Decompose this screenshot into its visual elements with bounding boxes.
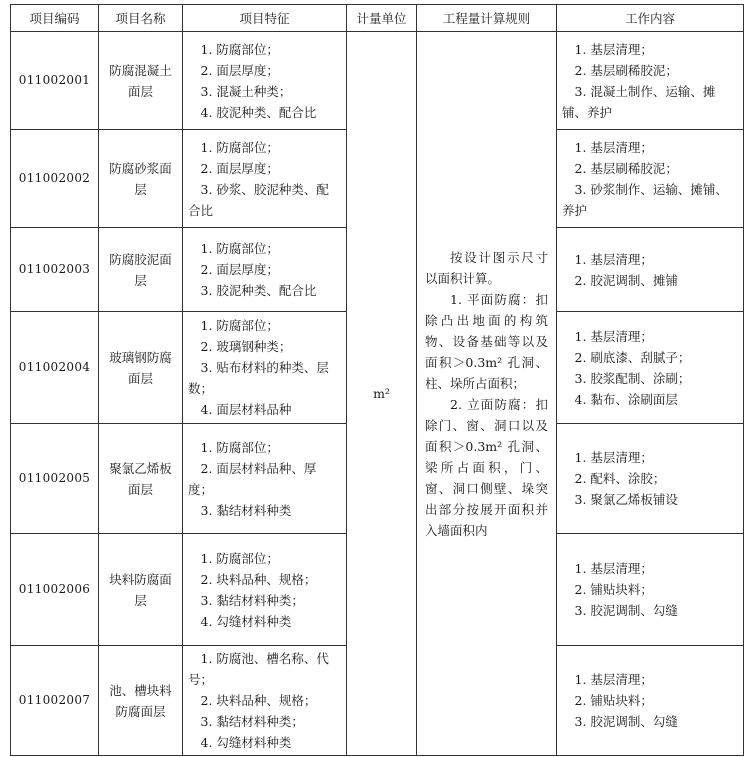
work-line: 2. 刷底漆、刮腻子； [574, 349, 691, 365]
work-line: 1. 基层清理； [574, 672, 653, 687]
feature-line: 2. 块料品种、规格； [200, 571, 317, 587]
feature-line: 1. 防腐部位； [200, 139, 279, 155]
item-work [557, 32, 744, 130]
feature-line: 1. 防腐部位； [200, 41, 279, 57]
item-features [183, 228, 347, 312]
rule-line: 2. 立面防腐：扣除门、窗、洞口以及面积＞0.3m² 孔洞、梁所占面积，门、窗、洞口侧壁、垛突出部分按展开面积并入墙面积内 [425, 396, 548, 538]
item-work [557, 646, 744, 756]
item-code: 011002006 [11, 534, 99, 646]
work-line: 3. 胶浆配制、涂刷； [574, 370, 691, 386]
item-code: 011002002 [11, 130, 99, 228]
work-line: 2. 配料、涂胶； [574, 471, 666, 486]
feature-line: 1. 防腐部位； [200, 318, 279, 333]
header-name: 项目名称 [99, 5, 183, 32]
feature-line: 4. 面层材料品种 [200, 402, 292, 417]
header-rule: 工程量计算规则 [417, 5, 557, 32]
feature-line: 3. 胶泥种类、配合比 [200, 283, 317, 298]
feature-line: 1. 防腐部位； [200, 550, 279, 566]
rule-cell [417, 32, 557, 756]
item-name: 块料防腐面层 [99, 534, 183, 646]
table-row [11, 32, 744, 130]
item-work [557, 228, 744, 312]
work-line: 3. 胶泥调制、勾缝 [574, 714, 678, 729]
work-line: 1. 基层清理； [574, 139, 653, 155]
header-code: 项目编码 [11, 5, 99, 32]
header-features: 项目特征 [183, 5, 347, 32]
feature-line: 3. 黏结材料种类 [200, 502, 292, 518]
item-work [557, 534, 744, 646]
item-work [557, 424, 744, 534]
feature-line: 2. 面层厚度； [200, 62, 279, 78]
item-name: 玻璃钢防腐面层 [99, 312, 183, 424]
item-name: 防腐胶泥面层 [99, 228, 183, 312]
feature-line: 2. 面层材料品种、厚度； [188, 460, 317, 497]
work-line: 2. 铺贴块料； [574, 693, 653, 708]
item-name: 聚氯乙烯板面层 [99, 424, 183, 534]
item-features [183, 534, 347, 646]
feature-line: 3. 砂浆、胶泥种类、配合比 [188, 181, 329, 218]
work-line: 2. 基层刷稀胶泥； [574, 62, 678, 78]
header-row [11, 5, 744, 32]
item-features [183, 646, 347, 756]
header-unit: 计量单位 [347, 5, 417, 32]
work-line: 2. 基层刷稀胶泥； [574, 160, 678, 176]
feature-line: 1. 防腐部位； [200, 241, 279, 256]
work-line: 3. 混凝土制作、运输、摊铺、养护 [562, 83, 716, 120]
item-name: 防腐混凝土面层 [99, 32, 183, 130]
feature-line: 2. 面层厚度； [200, 262, 279, 277]
work-line: 1. 基层清理； [574, 251, 653, 267]
work-line: 2. 胶泥调制、摊铺 [574, 272, 678, 288]
work-line: 1. 基层清理； [574, 41, 653, 57]
item-features [183, 312, 347, 424]
work-line: 1. 基层清理； [574, 450, 653, 465]
item-features [183, 424, 347, 534]
feature-line: 3. 贴布材料的种类、层数； [188, 360, 329, 396]
work-line: 4. 黏布、涂刷面层 [574, 391, 678, 407]
item-name: 防腐砂浆面层 [99, 130, 183, 228]
header-work: 工作内容 [557, 5, 744, 32]
item-code: 011002001 [11, 32, 99, 130]
item-code: 011002003 [11, 228, 99, 312]
feature-line: 2. 玻璃钢种类； [200, 339, 292, 354]
feature-line: 4. 勾缝材料种类 [200, 613, 292, 629]
item-work [557, 312, 744, 424]
work-line: 3. 砂浆制作、运输、摊铺、养护 [562, 181, 728, 218]
work-line: 3. 胶泥调制、勾缝 [574, 603, 678, 618]
feature-line: 3. 混凝土种类； [200, 83, 292, 99]
feature-line: 3. 黏结材料种类； [200, 714, 304, 729]
spec-table [10, 4, 744, 756]
item-features [183, 130, 347, 228]
unit-cell: m² [347, 32, 417, 756]
work-line: 3. 聚氯乙烯板铺设 [574, 492, 678, 507]
work-line: 1. 基层清理； [574, 561, 653, 576]
feature-line: 3. 黏结材料种类； [200, 592, 304, 608]
feature-line: 2. 块料品种、规格； [200, 693, 317, 708]
feature-line: 4. 胶泥种类、配合比 [200, 104, 317, 120]
item-code: 011002005 [11, 424, 99, 534]
item-name: 池、槽块料防腐面层 [99, 646, 183, 756]
feature-line: 4. 勾缝材料种类 [200, 735, 292, 750]
work-line: 1. 基层清理； [574, 328, 653, 344]
item-code: 011002004 [11, 312, 99, 424]
feature-line: 1. 防腐部位； [200, 439, 279, 455]
feature-line: 1. 防腐池、槽名称、代号； [188, 651, 329, 687]
work-line: 2. 铺贴块料； [574, 582, 653, 597]
item-code: 011002007 [11, 646, 99, 756]
rule-line: 按设计图示尺寸以面积计算。 [425, 249, 548, 286]
item-features [183, 32, 347, 130]
item-work [557, 130, 744, 228]
feature-line: 2. 面层厚度； [200, 160, 279, 176]
rule-line: 1. 平面防腐：扣除凸出地面的构筑物、设备基础等以及面积＞0.3m² 孔洞、柱、垛所占面积； [425, 291, 548, 391]
